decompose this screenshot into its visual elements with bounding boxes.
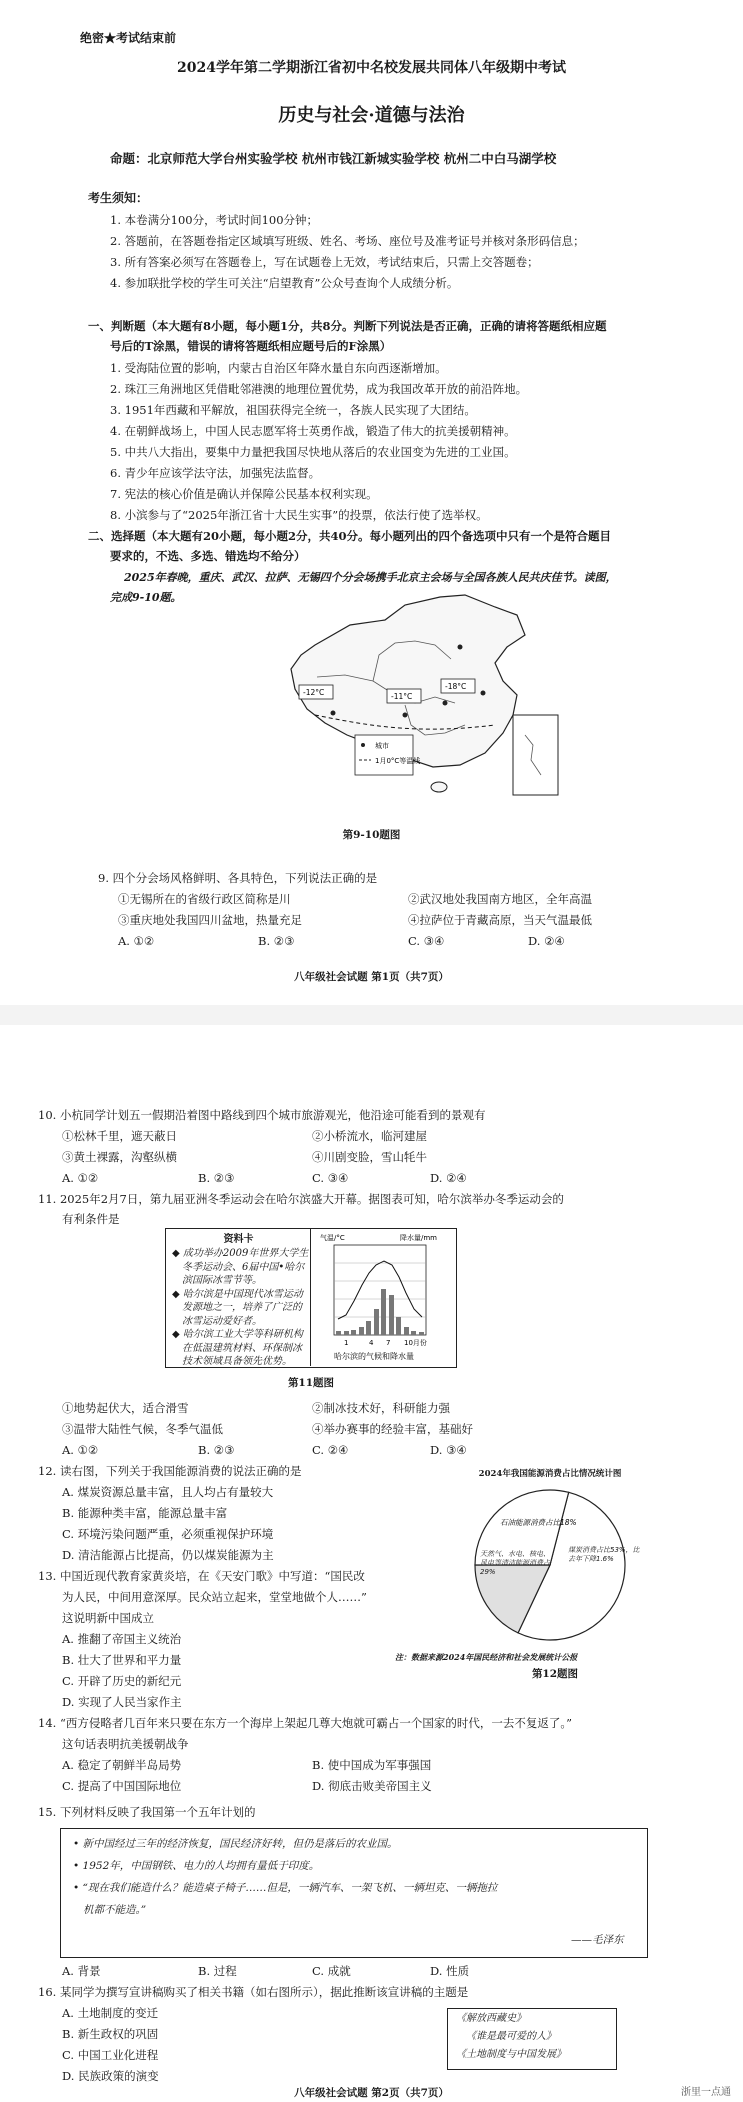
q9-choice-a: A. ①② bbox=[118, 934, 155, 948]
info-card-line: 冰雪运动爱好者。 bbox=[182, 1315, 262, 1327]
q13-stem: 13. 中国近现代教育家黄炎培，在《天安门歌》中写道：“国民改 bbox=[38, 1569, 365, 1583]
city-chongqing bbox=[403, 713, 408, 718]
section2-heading-2: 要求的，不选、多选、错选均不给分） bbox=[110, 549, 306, 563]
q16-option-d: D. 民族政策的演变 bbox=[62, 2069, 159, 2083]
notice-title: 考生须知： bbox=[88, 191, 149, 205]
q16-books-box bbox=[447, 2008, 617, 2070]
book-title-2: 《谁是最可爱的人》 bbox=[466, 2031, 556, 2042]
info-card-line: 冬季运动会、6届中国•哈尔 bbox=[182, 1261, 305, 1273]
q15-material-signature: ——毛泽东 bbox=[571, 1934, 624, 1946]
section1-heading: 一、判断题（本大题有8小题，每小题1分，共8分。判断下列说法是否正确，正确的请将答题纸相应题 bbox=[88, 319, 607, 333]
q15-choice-c: C. 成就 bbox=[312, 1964, 351, 1978]
q10-option-1: ①松林千里，遮天蔽日 bbox=[62, 1129, 177, 1143]
q10-option-3: ③黄土裸露，沟壑纵横 bbox=[62, 1150, 177, 1164]
q12-stem: 12. 读右图，下列关于我国能源消费的说法正确的是 bbox=[38, 1464, 302, 1478]
map-caption: 第9-10题图 bbox=[342, 829, 401, 841]
svg-text:7: 7 bbox=[386, 1339, 391, 1347]
q13-option-d: D. 实现了人民当家作主 bbox=[62, 1695, 182, 1709]
section1-heading-2: 号后的T涂黑，错误的请将答题纸相应题号后的F涂黑） bbox=[110, 339, 392, 353]
tf-item-7: 7. 宪法的核心价值是确认并保障公民基本权利实现。 bbox=[110, 487, 378, 501]
energy-pie-chart bbox=[440, 1480, 680, 1650]
svg-text:1: 1 bbox=[344, 1339, 349, 1347]
q10-choice-b: B. ②③ bbox=[198, 1171, 235, 1185]
section2-heading: 二、选择题（本大题有20小题，每小题2分，共40分。每小题列出的四个备选项中只有一个是符合题目 bbox=[88, 529, 612, 543]
map-temp-label-2: -11°C bbox=[391, 692, 413, 701]
q15-material-3: • “现在我们能造什么？能造桌子椅子……但是，一辆汽车、一架飞机、一辆坦克、一辆拖拉 bbox=[73, 1882, 498, 1894]
svg-text:10月份: 10月份 bbox=[404, 1339, 427, 1347]
q14-option-b: B. 使中国成为军事强国 bbox=[312, 1758, 432, 1772]
info-card-line: 技术领域具备领先优势。 bbox=[182, 1356, 292, 1367]
q9-stem: 9. 四个分会场风格鲜明、各具特色，下列说法正确的是 bbox=[98, 871, 378, 885]
book-title-3: 《土地制度与中国发展》 bbox=[456, 2049, 566, 2060]
q15-material-1: • 新中国经过三年的经济恢复，国民经济好转，但仍是落后的农业国。 bbox=[73, 1838, 398, 1850]
q15-choice-b: B. 过程 bbox=[198, 1964, 237, 1978]
harbin-climate-chart bbox=[314, 1229, 455, 1366]
tf-item-2: 2. 珠江三角洲地区凭借毗邻港澳的地理位置优势，成为我国改革开放的前沿阵地。 bbox=[110, 382, 528, 396]
q12-option-d: D. 清洁能源占比提高，仍以煤炭能源为主 bbox=[62, 1548, 274, 1562]
q15-material-2: • 1952年，中国钢铁、电力的人均拥有量低于印度。 bbox=[73, 1860, 320, 1872]
q9-option-4: ④拉萨位于青藏高原，当天气温最低 bbox=[408, 913, 592, 927]
q14-option-a: A. 稳定了朝鲜半岛局势 bbox=[62, 1758, 182, 1772]
q16-option-a: A. 土地制度的变迁 bbox=[62, 2006, 159, 2020]
climate-y2-label: 降水量/mm bbox=[400, 1234, 437, 1242]
exam-page-1 bbox=[0, 0, 743, 1005]
authors-line: 命题：北京师范大学台州实验学校 杭州市钱江新城实验学校 杭州二中白马湖学校 bbox=[110, 151, 557, 166]
q9-10-intro: 2025年春晚，重庆、武汉、拉萨、无锡四个分会场携手北京主会场与全国各族人民共庆佳节。读图， bbox=[124, 571, 617, 584]
city-wuxi bbox=[481, 691, 486, 696]
notice-item: 1. 本卷满分100分，考试时间100分钟； bbox=[110, 213, 319, 227]
pie-chart-title: 2024年我国能源消费占比情况统计图 bbox=[478, 1469, 622, 1479]
info-card-line: 滨国际冰雪节等。 bbox=[182, 1275, 262, 1286]
info-card bbox=[166, 1229, 311, 1366]
page-gap bbox=[0, 1005, 743, 1025]
info-card-body bbox=[172, 1247, 308, 1369]
china-map-figure bbox=[255, 585, 565, 805]
info-card-title: 资料卡 bbox=[223, 1234, 254, 1245]
climate-chart-caption: 哈尔滨的气候和降水量 bbox=[334, 1352, 414, 1361]
tf-item-1: 1. 受海陆位置的影响，内蒙古自治区年降水量自东向西逐渐增加。 bbox=[110, 361, 447, 375]
pie-source-note: 注：数据来源2024年国民经济和社会发展统计公报 bbox=[395, 1652, 578, 1662]
confidential-mark: 绝密★考试结束前 bbox=[80, 31, 177, 45]
notice-item: 3. 所有答案必须写在答题卷上，写在试题卷上无效，考试结束后，只需上交答题卷； bbox=[110, 255, 539, 269]
notice-item: 4. 参加联批学校的学生可关注“启望教育”公众号查询个人成绩分析。 bbox=[110, 276, 459, 290]
q15-material-box bbox=[60, 1828, 648, 1958]
q10-choice-d: D. ②④ bbox=[430, 1171, 467, 1185]
q9-10-intro-2: 完成9-10题。 bbox=[110, 591, 182, 604]
q10-option-4: ④川剧变脸，雪山牦牛 bbox=[312, 1150, 427, 1164]
q15-choice-a: A. 背景 bbox=[62, 1964, 101, 1978]
q16-option-b: B. 新生政权的巩固 bbox=[62, 2027, 159, 2041]
q16-stem: 16. 某同学为撰写宣讲稿购买了相关书籍（如右图所示），据此推断该宣讲稿的主题是 bbox=[38, 1985, 469, 1999]
q11-option-3: ③温带大陆性气候，冬季气温低 bbox=[62, 1422, 223, 1436]
pie-label-clean: 天然气、水电、核电、风电等清洁能源消费占29% bbox=[480, 1550, 550, 1577]
info-card-line: 发源地之一，培养了广泛的 bbox=[182, 1302, 302, 1313]
q13-option-b: B. 壮大了世界和平力量 bbox=[62, 1653, 182, 1667]
q12-fig-caption: 第12题图 bbox=[531, 1668, 579, 1680]
q12-option-c: C. 环境污染问题严重，必须重视保护环境 bbox=[62, 1527, 274, 1541]
q15-material-4: 机都不能造。” bbox=[83, 1904, 147, 1916]
q9-choice-b: B. ②③ bbox=[258, 934, 295, 948]
q9-option-2: ②武汉地处我国南方地区，全年高温 bbox=[408, 892, 592, 906]
tf-item-8: 8. 小滨参与了“2025年浙江省十大民生实事”的投票，依法行使了选举权。 bbox=[110, 508, 488, 522]
climate-y1-label: 气温/°C bbox=[320, 1234, 345, 1242]
map-temp-label-3: -18°C bbox=[445, 682, 467, 691]
q11-choice-c: C. ②④ bbox=[312, 1443, 349, 1457]
watermark-logo: 浙里一点通 bbox=[681, 2087, 731, 2098]
q13-stem-3: 这说明新中国成立 bbox=[62, 1611, 154, 1625]
q11-fig-caption: 第11题图 bbox=[287, 1377, 335, 1389]
tf-item-6: 6. 青少年应该学法守法，加强宪法监督。 bbox=[110, 466, 321, 480]
q11-option-1: ①地势起伏大，适合滑雪 bbox=[62, 1401, 189, 1415]
pie-label-oil: 石油能源消费占比18% bbox=[500, 1518, 577, 1527]
q9-option-1: ①无锡所在的省级行政区简称是川 bbox=[118, 892, 291, 906]
info-card-line: ◆ 哈尔滨工业大学等科研机构 bbox=[172, 1329, 303, 1340]
tf-item-4: 4. 在朝鲜战场上，中国人民志愿军将士英勇作战，锻造了伟大的抗美援朝精神。 bbox=[110, 424, 516, 438]
q11-option-4: ④举办赛事的经验丰富，基础好 bbox=[312, 1422, 473, 1436]
map-legend-city: 城市 bbox=[375, 742, 389, 750]
q13-stem-2: 为人民，中间用意深厚。民众站立起来，堂堂地做个人……” bbox=[62, 1590, 367, 1604]
subject-title: 历史与社会·道德与法治 bbox=[278, 105, 465, 126]
q12-option-a: A. 煤炭资源总量丰富，且人均占有量较大 bbox=[62, 1485, 274, 1499]
page-footer-1: 八年级社会试题 第1页（共7页） bbox=[294, 971, 449, 983]
city-wuhan bbox=[443, 701, 448, 706]
q14-stem: 14. “西方侵略者几百年来只要在东方一个海岸上架起几尊大炮就可霸占一个国家的时代，一去不复返了。” bbox=[38, 1716, 572, 1730]
notice-item: 2. 答题前，在答题卷指定区域填写班级、姓名、考场、座位号及准考证号并核对条形码信息； bbox=[110, 234, 585, 248]
q10-stem: 10. 小杭同学计划五一假期沿着图中路线到四个城市旅游观光，他沿途可能看到的景观有 bbox=[38, 1108, 486, 1122]
map-temp-label-1: -12°C bbox=[303, 688, 325, 697]
q11-option-2: ②制冰技术好，科研能力强 bbox=[312, 1401, 450, 1415]
city-lhasa bbox=[331, 711, 336, 716]
q10-choice-a: A. ①② bbox=[62, 1171, 99, 1185]
q13-option-c: C. 开辟了历史的新纪元 bbox=[62, 1674, 182, 1688]
q10-option-2: ②小桥流水，临河建屋 bbox=[312, 1129, 427, 1143]
page-footer-2: 八年级社会试题 第2页（共7页） bbox=[294, 2087, 449, 2099]
info-card-line: 在低温建筑材料、环保制冰 bbox=[182, 1342, 302, 1354]
q14-option-d: D. 彻底击败美帝国主义 bbox=[312, 1779, 432, 1793]
q11-stem-2: 有利条件是 bbox=[62, 1212, 120, 1226]
q13-option-a: A. 推翻了帝国主义统治 bbox=[62, 1632, 182, 1646]
pie-label-coal: 煤炭消费占比53%，比去年下降1.6% bbox=[568, 1546, 640, 1564]
city-beijing bbox=[458, 645, 463, 650]
tf-item-3: 3. 1951年西藏和平解放，祖国获得完全统一，各族人民实现了大团结。 bbox=[110, 403, 476, 417]
q11-choice-d: D. ③④ bbox=[430, 1443, 467, 1457]
q12-option-b: B. 能源种类丰富，能源总量丰富 bbox=[62, 1506, 228, 1520]
q15-choice-d: D. 性质 bbox=[430, 1964, 470, 1978]
q9-choice-c: C. ③④ bbox=[408, 934, 445, 948]
info-card-line: ◆ 成功举办2009年世界大学生 bbox=[172, 1248, 309, 1259]
tf-item-5: 5. 中共八大指出，要集中力量把我国尽快地从落后的农业国变为先进的工业国。 bbox=[110, 445, 516, 459]
q11-stem: 11. 2025年2月7日，第九届亚洲冬季运动会在哈尔滨盛大开幕。据图表可知，哈尔滨举办冬季运动会的 bbox=[38, 1192, 564, 1206]
q16-option-c: C. 中国工业化进程 bbox=[62, 2048, 159, 2062]
book-title-1: 《解放西藏史》 bbox=[456, 2013, 526, 2024]
info-card-line: ◆ 哈尔滨是中国现代冰雪运动 bbox=[172, 1288, 303, 1300]
q11-choice-a: A. ①② bbox=[62, 1443, 99, 1457]
q9-choice-d: D. ②④ bbox=[528, 934, 565, 948]
map-legend-isotherm: 1月0°C等温线 bbox=[375, 757, 421, 765]
q9-option-3: ③重庆地处我国四川盆地，热量充足 bbox=[118, 913, 302, 927]
q14-option-c: C. 提高了中国国际地位 bbox=[62, 1779, 182, 1793]
q10-choice-c: C. ③④ bbox=[312, 1171, 349, 1185]
q15-stem: 15. 下列材料反映了我国第一个五年计划的 bbox=[38, 1805, 256, 1819]
q11-choice-b: B. ②③ bbox=[198, 1443, 235, 1457]
q11-figure bbox=[165, 1228, 457, 1368]
svg-text:4: 4 bbox=[369, 1339, 374, 1347]
q14-stem-2: 这句话表明抗美援朝战争 bbox=[62, 1737, 189, 1751]
exam-title: 2024学年第二学期浙江省初中名校发展共同体八年级期中考试 bbox=[177, 60, 566, 76]
